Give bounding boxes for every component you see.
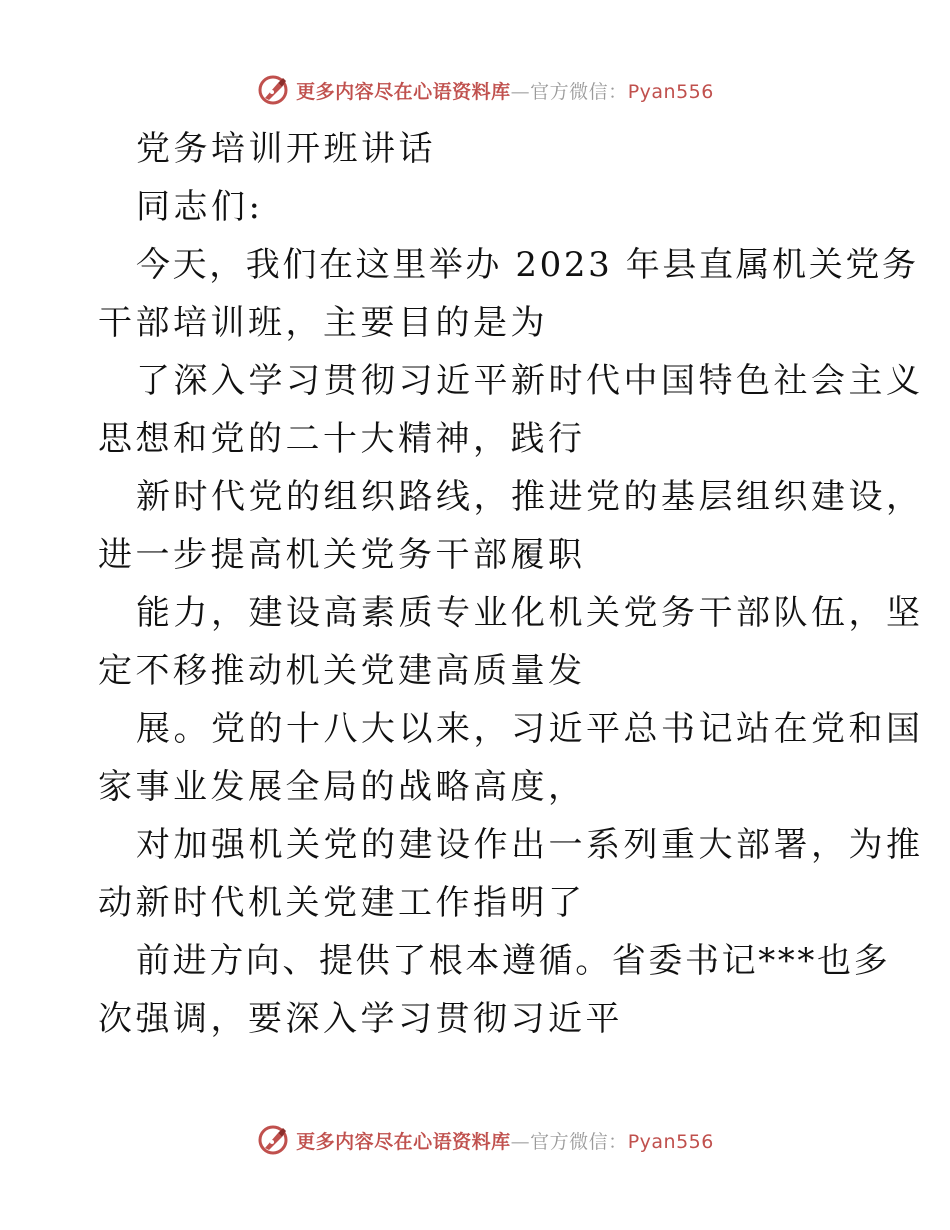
pen-nib-logo-icon	[256, 1123, 290, 1157]
document-line-6: 进一步提高机关党务干部履职	[98, 535, 586, 575]
header-banner	[0, 72, 950, 108]
footer-banner-title: 更多内容尽在心语资料库	[296, 1130, 511, 1153]
document-line-2: 干部培训班，主要目的是为	[98, 303, 548, 343]
document-line-9: 展。党的十八大以来，习近平总书记站在党和国	[136, 709, 924, 749]
document-body	[98, 120, 924, 1048]
document-line-7: 能力，建设高素质专业化机关党务干部队伍，坚	[136, 593, 924, 633]
header-banner-title: 更多内容尽在心语资料库	[296, 80, 511, 103]
footer-banner-text	[296, 1127, 714, 1154]
footer-banner-inner	[256, 1123, 714, 1157]
footer-banner	[0, 1122, 950, 1158]
document-line-8: 定不移推动机关党建高质量发	[98, 651, 586, 691]
pen-nib-logo-icon	[256, 73, 290, 107]
document-line-14: 次强调，要深入学习贯彻习近平	[98, 999, 623, 1039]
footer-banner-account: Pyan556	[627, 1130, 714, 1153]
document-line-5: 新时代党的组织路线，推进党的基层组织建设，	[136, 477, 924, 517]
document-line-13: 前进方向、提供了根本遵循。省委书记***也多	[136, 941, 891, 981]
header-banner-inner	[256, 73, 714, 107]
document-line-10: 家事业发展全局的战略高度，	[98, 767, 586, 807]
footer-banner-official-label: 官方微信：	[530, 1130, 628, 1153]
header-banner-separator: —	[510, 80, 531, 103]
document-line-4: 思想和党的二十大精神，践行	[98, 419, 586, 459]
document-line-12: 动新时代机关党建工作指明了	[98, 883, 586, 923]
document-title: 党务培训开班讲话	[136, 129, 436, 169]
document-line-1: 今天，我们在这里举办 2023 年县直属机关党务	[136, 245, 919, 285]
header-banner-official-label: 官方微信：	[530, 80, 628, 103]
footer-banner-separator: —	[510, 1130, 531, 1153]
document-salutation: 同志们:	[136, 187, 264, 227]
header-banner-text	[296, 77, 714, 104]
header-banner-account: Pyan556	[627, 80, 714, 103]
document-line-11: 对加强机关党的建设作出一系列重大部署，为推	[136, 825, 924, 865]
document-line-3: 了深入学习贯彻习近平新时代中国特色社会主义	[136, 361, 924, 401]
